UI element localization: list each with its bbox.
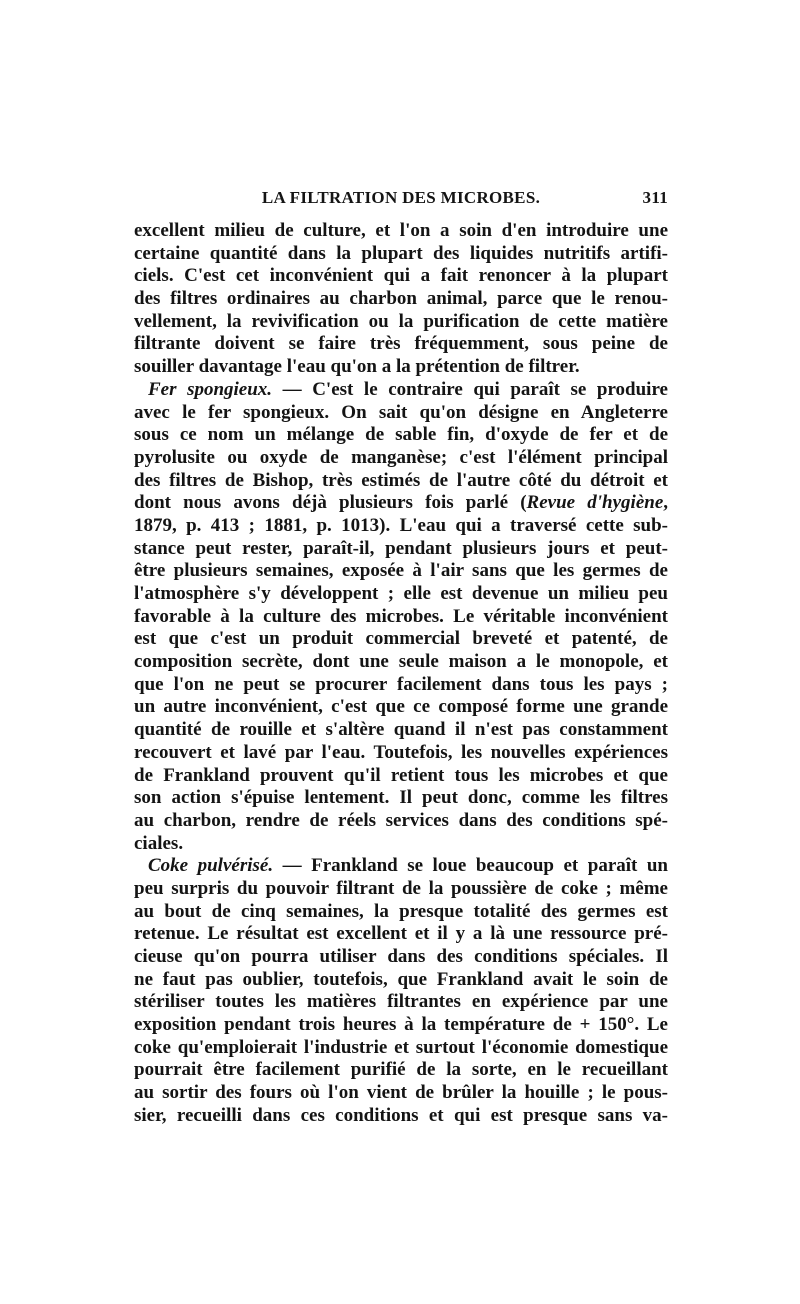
text-line (134, 674, 668, 697)
text-line (134, 583, 668, 606)
text-line (134, 356, 668, 379)
line-text: ciales. (134, 832, 184, 854)
text-line (134, 1014, 668, 1037)
text-line (134, 606, 668, 629)
text-line (134, 265, 668, 288)
page-number: 311 (642, 188, 668, 207)
italic-citation: Revue d'hygiène (526, 492, 664, 514)
line-text: au bout de cinq semaines, la presque totalité des germes est (134, 900, 668, 922)
text-line (134, 288, 668, 311)
line-text: ne faut pas oublier, toutefois, que Frankland avait le soin de (134, 968, 668, 990)
line-text: l'atmosphère s'y développent ; elle est devenue un milieu peu (134, 583, 668, 604)
line-text: — Frankland se loue beaucoup et paraît un (273, 855, 669, 877)
line-text: filtrante doivent se faire très fréquemment, sous peine de (134, 333, 668, 355)
line-text: sous ce nom un mélange de sable fin, d'oxyde de fer et de (134, 424, 668, 446)
line-text: que l'on ne peut se procurer facilement dans tous les pays ; (134, 673, 668, 695)
line-text: au sortir des fours où l'on vient de brûler la houille ; le pous- (134, 1082, 668, 1104)
line-text: peu surpris du pouvoir filtrant de la poussière de coke ; même (134, 877, 668, 899)
line-text: certaine quantité dans la plupart des liquides nutritifs artifi- (134, 242, 668, 264)
line-text: un autre inconvénient, c'est que ce composé forme une grande (134, 696, 668, 718)
line-text: quantité de rouille et s'altère quand il n'est pas constamment (134, 719, 668, 741)
line-text: recouvert et lavé par l'eau. Toutefois, les nouvelles expériences (134, 741, 668, 763)
line-text: pyrolusite ou oxyde de manganèse; c'est l'élément principal (134, 446, 668, 468)
text-line (134, 855, 668, 878)
line-text: excellent milieu de culture, et l'on a soin d'en introduire une (134, 220, 668, 241)
body-text (134, 220, 668, 1128)
text-line (134, 991, 668, 1014)
line-text: — C'est le contraire qui paraît se produire (272, 378, 668, 400)
line-text: stériliser toutes les matières filtrantes en expérience par une (134, 991, 668, 1013)
line-text: avec le fer spongieux. On sait qu'on désigne en Angleterre (134, 401, 668, 423)
line-text: souiller davantage l'eau qu'on a la prétention de filtrer. (134, 356, 580, 378)
line-text: dont nous avons déjà plusieurs fois parlé ( (134, 492, 527, 514)
line-text: sier, recueilli dans ces conditions et qui est presque sans va- (134, 1104, 668, 1126)
text-line (134, 628, 668, 651)
text-line (134, 1059, 668, 1082)
line-text: exposition pendant trois heures à la température de + 150°. Le (134, 1014, 668, 1036)
line-text-after: , (663, 492, 668, 514)
text-line (134, 311, 668, 334)
line-text: cieuse qu'on pourra utiliser dans des conditions spéciales. Il (134, 946, 668, 967)
text-line (134, 901, 668, 924)
text-line (134, 696, 668, 719)
text-line (134, 878, 668, 901)
text-line (134, 560, 668, 583)
line-text: retenue. Le résultat est excellent et il y a là une ressource pré- (134, 923, 668, 945)
text-line (134, 719, 668, 742)
text-line (134, 402, 668, 425)
line-text: être plusieurs semaines, exposée à l'air sans que les germes de (134, 560, 668, 582)
text-line (134, 787, 668, 810)
text-line (134, 1037, 668, 1060)
text-line (134, 742, 668, 765)
line-text: 1879, p. 413 ; 1881, p. 1013). L'eau qui a traversé cette sub- (134, 514, 668, 536)
text-line (134, 1105, 668, 1128)
text-line (134, 969, 668, 992)
text-line (134, 492, 668, 515)
text-line (134, 243, 668, 266)
text-line (134, 923, 668, 946)
line-text: composition secrète, dont une seule maison a le monopole, et (134, 651, 668, 673)
running-title: LA FILTRATION DES MICROBES. (261, 188, 541, 207)
line-text: ciels. C'est cet inconvénient qui a fait renoncer à la plupart (134, 265, 668, 287)
text-line (134, 765, 668, 788)
line-text: coke qu'emploierait l'industrie et surtout l'économie domestique (134, 1036, 668, 1058)
text-line (134, 333, 668, 356)
text-line (134, 810, 668, 833)
text-line (134, 833, 668, 856)
line-text: stance peut rester, paraît-il, pendant plusieurs jours et peut- (134, 537, 668, 559)
text-line (134, 220, 668, 243)
text-line (134, 538, 668, 561)
line-text: est que c'est un produit commercial breveté et patenté, de (134, 628, 668, 650)
italic-heading: Coke pulvérisé. (148, 855, 274, 877)
line-text: pourrait être facilement purifié de la sorte, en le recueillant (134, 1059, 668, 1081)
line-text: des filtres de Bishop, très estimés de l'autre côté du détroit et (134, 469, 668, 491)
line-text: de Frankland prouvent qu'il retient tous les microbes et que (134, 764, 668, 786)
text-line (134, 447, 668, 470)
text-line (134, 651, 668, 674)
running-head (134, 188, 668, 214)
text-line (134, 515, 668, 538)
line-text: favorable à la culture des microbes. Le véritable inconvénient (134, 605, 668, 627)
line-text: des filtres ordinaires au charbon animal, parce que le renou- (134, 288, 668, 310)
text-line (134, 470, 668, 493)
italic-heading: Fer spongieux. (148, 378, 273, 400)
line-text: son action s'épuise lentement. Il peut donc, comme les filtres (134, 787, 668, 809)
line-text: au charbon, rendre de réels services dans des conditions spé- (134, 809, 668, 831)
text-line (134, 424, 668, 447)
text-line (134, 946, 668, 969)
line-text: vellement, la revivification ou la purification de cette matière (134, 310, 668, 332)
text-line (134, 379, 668, 402)
text-line (134, 1082, 668, 1105)
